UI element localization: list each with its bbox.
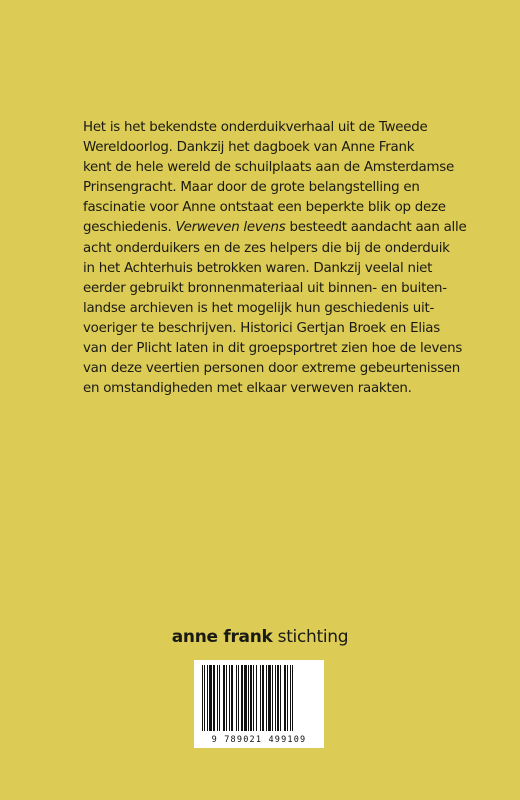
barcode-bar (260, 665, 261, 731)
isbn-barcode (194, 660, 324, 748)
blurb-line: in het Achterhuis betrokken waren. Dankzij veelal niet (83, 260, 433, 276)
barcode-bar (238, 665, 239, 731)
barcode-bar (229, 665, 230, 731)
barcode-bar (275, 665, 276, 731)
publisher-logo (0, 627, 520, 647)
barcode-bar (241, 665, 243, 731)
barcode-bar (272, 665, 273, 731)
publisher-name-bold: anne frank (171, 627, 273, 647)
barcode-bar (262, 665, 264, 731)
barcode-bar (209, 665, 212, 731)
blurb-line: Wereldoorlog. Dankzij het dagboek van Anne Frank (83, 140, 415, 156)
blurb-line: landse archieven is het mogelijk hun geschiedenis uit- (83, 300, 435, 316)
barcode-bar (290, 665, 291, 731)
barcode-bar (226, 665, 227, 731)
barcode-bar (266, 665, 267, 731)
barcode-bar (204, 665, 205, 731)
blurb-line: fascinatie voor Anne ontstaat een beperkte blik op deze (83, 200, 446, 216)
isbn-number: 9 789021 499109 (211, 735, 307, 745)
barcode-bar (244, 665, 247, 731)
barcode-bar (219, 665, 220, 731)
barcode-bar (287, 665, 288, 731)
barcode-bar (202, 665, 203, 731)
barcode-bar (280, 665, 281, 731)
barcode-bars (200, 665, 318, 731)
blurb-line: voeriger te beschrijven. Historici Gertjan Broek en Elias (83, 320, 440, 336)
barcode-bar (277, 665, 279, 731)
barcode-bar (268, 665, 271, 731)
barcode-bar (231, 665, 233, 731)
barcode-bar (213, 665, 215, 731)
blurb-line: geschiedenis. (83, 220, 172, 236)
blurb-line: van der Plicht laten in dit groepsportret zien hoe de levens (83, 341, 463, 357)
barcode-bar (236, 665, 237, 731)
barcode-bar (223, 665, 225, 731)
blurb-line: Prinsengracht. Maar door de grote belangstelling en (83, 180, 420, 196)
blurb-line-with-title (83, 218, 467, 238)
barcode-bar (207, 665, 208, 731)
barcode-bar (250, 665, 252, 731)
blurb-line: Het is het bekendste onderduikverhaal uit de Tweede (83, 120, 428, 135)
blurb-line-rest: besteedt aandacht aan alle (285, 220, 467, 236)
blurb-line: van deze veertien personen door extreme gebeurtenissen (83, 361, 461, 377)
barcode-bar (284, 665, 286, 731)
book-title-italic: Verweven levens (175, 220, 286, 236)
publisher-name-light: stichting (272, 627, 349, 647)
barcode-bar (217, 665, 218, 731)
barcode-bar (256, 665, 257, 731)
blurb-line: en omstandigheden met elkaar verweven raakten. (83, 381, 412, 397)
barcode-bar (292, 665, 293, 731)
barcode-bar (253, 665, 254, 731)
blurb-line: eerder gebruikt bronnenmateriaal uit binnen- en buiten- (83, 280, 447, 296)
barcode-bar (248, 665, 249, 731)
blurb-line: acht onderduikers en de zes helpers die bij de onderduik (83, 240, 450, 256)
back-cover-blurb (83, 118, 467, 399)
blurb-line: kent de hele wereld de schuilplaats aan de Amsterdamse (83, 160, 454, 176)
